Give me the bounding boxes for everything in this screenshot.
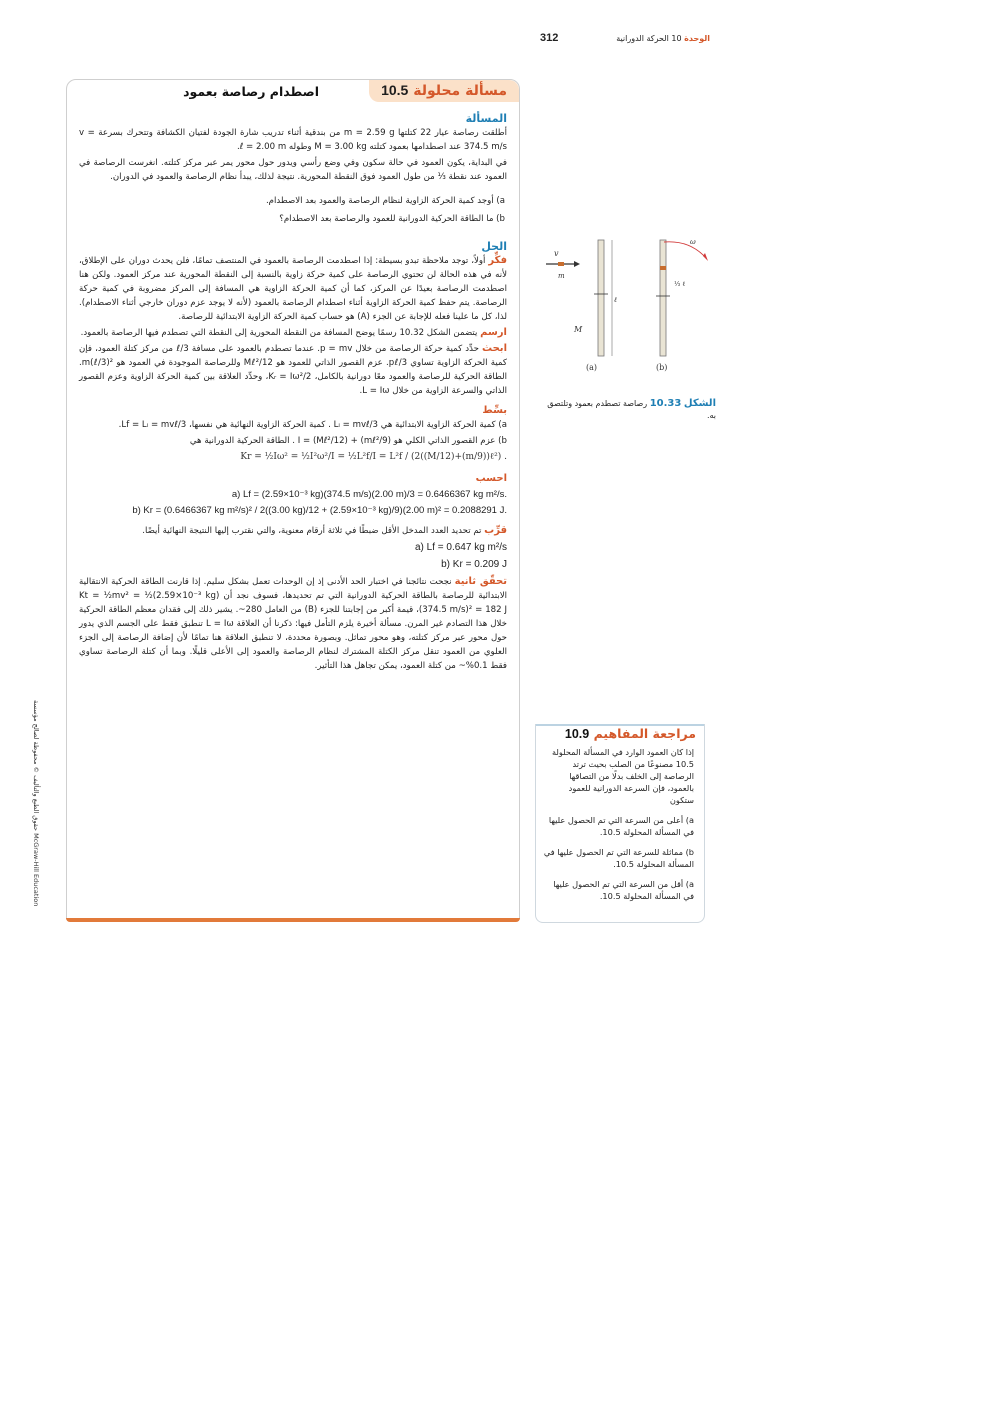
caption-label: الشكل xyxy=(683,398,716,409)
problem-statement-1: أطلقت رصاصة عيار 22 كتلتها m = 2.59 g من بندقية أثناء تدريب شارة الجودة لفتيان الكشافة وتتحرك بسرعة v = 374.5 m/s عند اصطدامها بعمود كتلته M = 3.00 kg وطوله ℓ = 2.00 m. xyxy=(79,128,508,152)
unit-number: 10 xyxy=(671,34,682,43)
panel-a-label: (a) xyxy=(586,363,598,372)
simplify-a: a) كمية الحركة الزاوية الابتدائية هي Lᵢ = mvℓ/3 . كمية الحركة الزاوية النهائية هي نفسها، Lf = Lᵢ = mvℓ/3. xyxy=(118,420,507,430)
figure-drawing xyxy=(540,236,716,376)
question-b: b) ما الطاقة الحركية الدورانية للعمود والرصاصة بعد الاصطدام؟ xyxy=(279,214,505,224)
unit-label xyxy=(616,34,710,43)
embedded-bullet-icon xyxy=(660,266,666,270)
rod-b xyxy=(660,240,666,356)
label-v: v xyxy=(554,249,559,258)
check-step xyxy=(79,575,507,673)
unit-word: الوحدة xyxy=(684,34,710,43)
problem-number: 10.5 xyxy=(381,82,409,98)
compute-a: a) Lf = (2.59×10⁻³ kg)(374.5 m/s)(2.00 m)/3 = 0.6466367 kg m²/s. xyxy=(231,489,507,500)
panel-b-label: (b) xyxy=(656,363,668,372)
rod-a xyxy=(598,240,604,356)
problem-heading: المسألة xyxy=(465,112,507,125)
label-l: ℓ xyxy=(614,296,617,304)
rotation-arc xyxy=(664,242,706,258)
simplify-label: بسِّط xyxy=(482,405,507,416)
question-a: a) أوجد كمية الحركة الزاوية لنظام الرصاصة والعمود بعد الاصطدام. xyxy=(265,196,505,206)
arrow-head-icon xyxy=(574,261,580,267)
concept-body xyxy=(542,746,694,902)
research-text: حدِّد كمية حركة الرصاصة من خلال p = mv. عندما تصطدم بالعمود على مسافة ℓ/3 من مركز كتلة العمود، فإن كمية الحركة الزاوية تساوي pℓ/3. عزم القصور الذاتي للعمود هو Mℓ²/12 وللرصاصة الموجودة في العمود هو m(ℓ/3)². الطاقة الحركية للرصاصة والعمود معًا دورانية بالكامل، Kᵣ = Iω²/2، وحدِّد العلاقة بين كمية الحركة الزاوية وعزم القصور الذاتي والسرعة الزاوية من خلال L = Iω. xyxy=(79,344,507,396)
concept-title xyxy=(536,724,704,744)
bullet-icon xyxy=(558,262,564,266)
concept-option-c: a) أقل من السرعة التي تم الحصول عليها في المسألة المحلولة 10.5. xyxy=(553,879,694,901)
research-step xyxy=(79,342,507,398)
check-text: نجحت نتائجنا في اختبار الحد الأدنى إذ إن الوحدات تعمل بشكل سليم. إذا قارنت الطاقة الحركية الانتقالية الابتدائية للرصاصة بالطاقة الحركية الدورانية التي تم تحديدها، فسوف نجد أن Kt = ½mv² = ½(2.59×10⁻³ kg)(374.5 m/s)² = 182 J، قيمة أكبر من إجابتنا للجزء (B) من العامل 280~. يشير ذلك إلى فقدان معظم الطاقة الحركية خلال هذا التصادم غير المرن. مسألة أخيرة يلزم التأمل فيها: ذكرنا أن العلاقة L = Iω تنطبق فقط على الجسم الذي يدور حول محور عبر مركز كتلته، وهو محور تماثل. وبصورة محددة، لا تنطبق العلاقة هنا تمامًا لأن إضافة الرصاصة إلى الجزء العلوي من العمود تنقل مركز الكتلة المشترك لنظام الرصاصة والعمود إلى الأعلى قليلًا. وبما أن كتلة الرصاصة تساوي فقط 0.1%~ من كتلة العمود، يمكن تجاهل هذا التأثير. xyxy=(79,577,508,671)
think-step xyxy=(79,254,507,324)
side-copyright xyxy=(28,700,42,920)
concept-label: مراجعة المفاهيم xyxy=(593,726,696,741)
round-step xyxy=(79,524,507,538)
label-m: m xyxy=(558,272,565,280)
label-M: M xyxy=(574,325,583,334)
page-number: 312 xyxy=(540,32,559,44)
problem-body xyxy=(79,110,507,675)
concept-question: إذا كان العمود الوارد في المسألة المحلولة 10.5 مصنوعًا من الصلب بحيث ترتد الرصاصة إلى الخلف بدلًا من التصاقها بالعمود، فإن السرعة الدورانية للعمود ستكون xyxy=(552,747,694,805)
problem-title-row xyxy=(67,80,519,102)
running-header xyxy=(540,32,710,48)
solution-heading: الحل xyxy=(481,240,507,253)
simplify-formula: Kr = ½Iω² = ½I²ω²/I = ½L²f/I = L²f / (2((M/12)+(m/9))ℓ²) . xyxy=(240,452,507,462)
concept-number: 10.9 xyxy=(564,727,590,741)
figure-caption xyxy=(540,398,716,422)
figure-10-33 xyxy=(540,236,716,376)
compute-label: احسب xyxy=(475,473,507,484)
rotation-arrow-icon xyxy=(703,253,708,261)
concept-option-a: a) أعلى من السرعة التي تم الحصول عليها في المسألة المحلولة 10.5. xyxy=(548,815,694,837)
solved-problem-box xyxy=(66,79,520,919)
compute-b: b) Kr = (0.6466367 kg m²/s)² / 2((3.00 kg)/12 + (2.59×10⁻³ kg)/9)(2.00 m)² = 0.2088291 J. xyxy=(132,505,507,516)
simplify-b: b) عزم القصور الذاتي الكلي هو I = (Mℓ²/12) + (mℓ²/9) . الطاقة الحركية الدورانية هي xyxy=(189,436,507,446)
label-omega: ω xyxy=(690,238,696,246)
result-b: b) Kr = 0.209 J xyxy=(441,559,507,570)
result-a: a) Lf = 0.647 kg m²/s xyxy=(415,542,507,553)
unit-title: الحركة الدورانية xyxy=(616,34,669,43)
round-text: تم تحديد العدد المدخل الأقل ضبطًا في ثلاثة أرقام معنوية، والتي نقترب إليها النتيجة النهائية أيضًا. xyxy=(142,526,482,536)
think-label: فكِّر xyxy=(488,255,507,266)
sketch-step xyxy=(79,326,507,340)
concept-review-box xyxy=(535,724,705,923)
box-bottom-rule xyxy=(66,918,520,922)
sketch-label: ارسم xyxy=(480,327,507,338)
caption-number: 10.33 xyxy=(649,398,682,409)
round-label: قرِّب xyxy=(484,525,507,536)
sketch-text: يتضمن الشكل 10.32 رسمًا يوضح المسافة من النقطة المحورية إلى النقطة التي تصطدم فيها الرصاصة بالعمود. xyxy=(80,328,478,338)
problem-statement-2: في البداية، يكون العمود في حالة سكون وفي وضع رأسي ويدور حول محور يمر عبر مركز كتلته. انغرست الرصاصة في العمود عند نقطة ⅓ من طول العمود فوق النقطة المحورية. نتيجة لذلك، يبدأ نظام الرصاصة والعمود في الدوران. xyxy=(79,158,507,182)
label-third: ⅓ ℓ xyxy=(674,280,686,288)
think-text: أولاً، توجد ملاحظة تبدو بسيطة: إذا اصطدمت الرصاصة بالعمود في المنتصف تمامًا، فلن يحدث دوران على الإطلاق، لأنه في هذه الحالة لن تحتوي الرصاصة على كمية حركة زاوية بالنسبة إلى النقطة المحورية عند مركز العمود. ولكن هنا اصطدمت الرصاصة بعيدًا عن المركز، كما أن كمية الحركة الزاوية هي المسافة إلى المركز مضروبة في كمية حركة الرصاصة. يتم حفظ كمية الحركة الزاوية أثناء اصطدام الرصاصة بالعمود (لأنه لا يوجد عزم دوران خارجي أثناء الاصطدام). لذا، كل ما علينا فعله للإجابة عن الجزء (A) هو حساب كمية الحركة الزاوية الابتدائية للرصاصة. xyxy=(79,256,507,322)
check-label: تحقّق ثانية xyxy=(454,576,508,587)
research-label: ابحث xyxy=(482,343,507,354)
concept-option-b: b) مماثلة للسرعة التي تم الحصول عليها في المسألة المحلولة 10.5. xyxy=(543,847,694,869)
copyright-text: حقوق الطبع والتأليف © محفوظة لصالح مؤسسة McGraw-Hill Education xyxy=(32,700,40,907)
caption-text: رصاصة تصطدم بعمود وتلتصق به. xyxy=(547,399,716,420)
problem-label: مسألة محلولة xyxy=(413,83,507,99)
problem-label-tab xyxy=(369,80,519,102)
problem-title: اصطدام رصاصة بعمود xyxy=(183,84,319,99)
